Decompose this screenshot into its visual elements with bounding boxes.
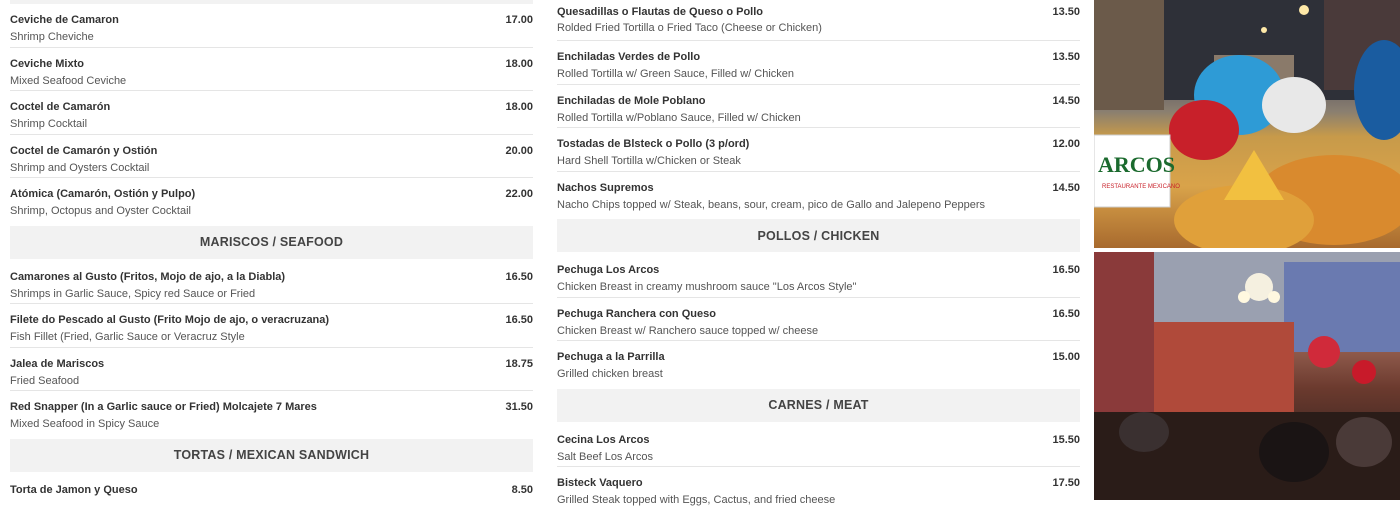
menu-item xyxy=(557,85,1080,129)
item-price: 18.00 xyxy=(505,101,533,113)
menu-item xyxy=(557,172,1080,216)
menu-item xyxy=(557,467,1080,511)
item-name: Pechuga Los Arcos xyxy=(557,264,659,276)
item-name: Ceviche Mixto xyxy=(10,58,84,70)
menu-item xyxy=(10,304,533,348)
menu-list-chicken xyxy=(557,254,1080,385)
item-name: Red Snapper (In a Garlic sauce or Fried) Molcajete 7 Mares xyxy=(10,401,317,413)
item-price: 31.50 xyxy=(505,401,533,413)
category-header-seafood: MARISCOS / SEAFOOD xyxy=(10,226,533,259)
item-name: Atómica (Camarón, Ostión y Pulpo) xyxy=(10,188,195,200)
item-price: 16.50 xyxy=(505,314,533,326)
item-description: Shrimp, Octopus and Oyster Cocktail xyxy=(10,205,191,217)
item-name: Enchiladas Verdes de Pollo xyxy=(557,51,700,63)
menu-item xyxy=(10,261,533,305)
item-price: 15.50 xyxy=(1052,434,1080,446)
menu-item xyxy=(557,41,1080,85)
menu-item xyxy=(10,135,533,179)
item-description: Shrimps in Garlic Sauce, Spicy red Sauce or Fried xyxy=(10,288,255,300)
logo-wordmark: ARCOS xyxy=(1098,152,1175,177)
category-header-meat: CARNES / MEAT xyxy=(557,389,1080,422)
logo-subtitle: RESTAURANTE MEXICANO xyxy=(1102,184,1180,190)
dining-room-photo[interactable] xyxy=(1094,252,1400,500)
item-name: Coctel de Camarón xyxy=(10,101,110,113)
item-description: Grilled chicken breast xyxy=(557,368,663,380)
item-description: Chicken Breast in creamy mushroom sauce "Los Arcos Style" xyxy=(557,281,856,293)
item-price: 18.75 xyxy=(505,358,533,370)
item-price: 16.50 xyxy=(505,271,533,283)
item-name: Coctel de Camarón y Ostión xyxy=(10,145,157,157)
item-price: 18.00 xyxy=(505,58,533,70)
item-description: Grilled Steak topped with Eggs, Cactus, and fried cheese xyxy=(557,494,835,506)
menu-item xyxy=(10,4,533,48)
item-price: 15.00 xyxy=(1052,351,1080,363)
item-name: Bisteck Vaquero xyxy=(557,477,643,489)
item-price: 14.50 xyxy=(1052,182,1080,194)
menu-list-tortas xyxy=(10,474,533,517)
menu-list-antojitos xyxy=(557,0,1080,215)
item-description: Hard Shell Tortilla w/Chicken or Steak xyxy=(557,155,741,167)
item-price: 22.00 xyxy=(505,188,533,200)
item-price: 13.50 xyxy=(1052,51,1080,63)
menu-item xyxy=(10,474,533,517)
item-price: 17.50 xyxy=(1052,477,1080,489)
item-description: Salt Beef Los Arcos xyxy=(557,451,653,463)
menu-item xyxy=(10,348,533,392)
item-name: Pechuga Ranchera con Queso xyxy=(557,308,716,320)
item-description: Mixed Seafood in Spicy Sauce xyxy=(10,418,159,430)
item-price: 14.50 xyxy=(1052,95,1080,107)
item-name: Filete do Pescado al Gusto (Frito Mojo de ajo, o veracruzana) xyxy=(10,314,329,326)
menu-item xyxy=(557,128,1080,172)
category-header-chicken: POLLOS / CHICKEN xyxy=(557,219,1080,252)
item-price: 16.50 xyxy=(1052,264,1080,276)
item-price: 16.50 xyxy=(1052,308,1080,320)
item-name: Enchiladas de Mole Poblano xyxy=(557,95,706,107)
item-name: Nachos Supremos xyxy=(557,182,654,194)
menu-list-meat xyxy=(557,424,1080,511)
item-price: 8.50 xyxy=(512,484,533,496)
item-name: Tostadas de Blsteck o Pollo (3 p/ord) xyxy=(557,138,749,150)
menu-item xyxy=(10,178,533,222)
item-description: Fish Fillet (Fried, Garlic Sauce or Veracruz Style xyxy=(10,331,245,343)
item-name: Ceviche de Camaron xyxy=(10,14,119,26)
item-description: Rolled Tortilla w/ Green Sauce, Filled w/ Chicken xyxy=(557,68,794,80)
menu-list-cocktails xyxy=(10,4,533,222)
item-price: 20.00 xyxy=(505,145,533,157)
item-price: 12.00 xyxy=(1052,138,1080,150)
item-description: Rolded Fried Tortilla o Fried Taco (Cheese or Chicken) xyxy=(557,22,822,34)
dining-photo-illustration xyxy=(1094,252,1400,500)
item-description: Fried Seafood xyxy=(10,375,79,387)
category-header-tortas: TORTAS / MEXICAN SANDWICH xyxy=(10,439,533,472)
item-price: 17.00 xyxy=(505,14,533,26)
item-description: Shrimp and Oysters Cocktail xyxy=(10,162,149,174)
item-description: Rolled Tortilla w/Poblano Sauce, Filled w/ Chicken xyxy=(557,112,801,124)
menu-item xyxy=(10,391,533,435)
item-name: Quesadillas o Flautas de Queso o Pollo xyxy=(557,6,763,18)
photo-gallery xyxy=(1094,0,1400,500)
menu-item xyxy=(557,341,1080,385)
food-photo-illustration xyxy=(1094,0,1400,248)
item-name: Pechuga a la Parrilla xyxy=(557,351,665,363)
item-price: 13.50 xyxy=(1052,6,1080,18)
menu-item xyxy=(557,0,1080,41)
item-description: Shrimp Cocktail xyxy=(10,118,87,130)
menu-item xyxy=(10,48,533,92)
menu-item xyxy=(557,424,1080,468)
menu-list-seafood xyxy=(10,261,533,435)
menu-item xyxy=(10,91,533,135)
item-description: Nacho Chips topped w/ Steak, beans, sour, cream, pico de Gallo and Jalepeno Peppers xyxy=(557,199,985,211)
item-name: Camarones al Gusto (Fritos, Mojo de ajo, a la Diabla) xyxy=(10,271,285,283)
menu-item xyxy=(557,254,1080,298)
item-name: Jalea de Mariscos xyxy=(10,358,104,370)
item-description: Chicken Breast w/ Ranchero sauce topped w/ cheese xyxy=(557,325,818,337)
menu-column-middle xyxy=(557,0,1080,511)
food-street-photo[interactable] xyxy=(1094,0,1400,248)
item-description: Shrimp Cheviche xyxy=(10,31,94,43)
menu-column-left xyxy=(10,0,533,517)
item-name: Cecina Los Arcos xyxy=(557,434,650,446)
menu-item xyxy=(557,298,1080,342)
item-description: Mixed Seafood Ceviche xyxy=(10,75,126,87)
item-name: Torta de Jamon y Queso xyxy=(10,484,138,496)
